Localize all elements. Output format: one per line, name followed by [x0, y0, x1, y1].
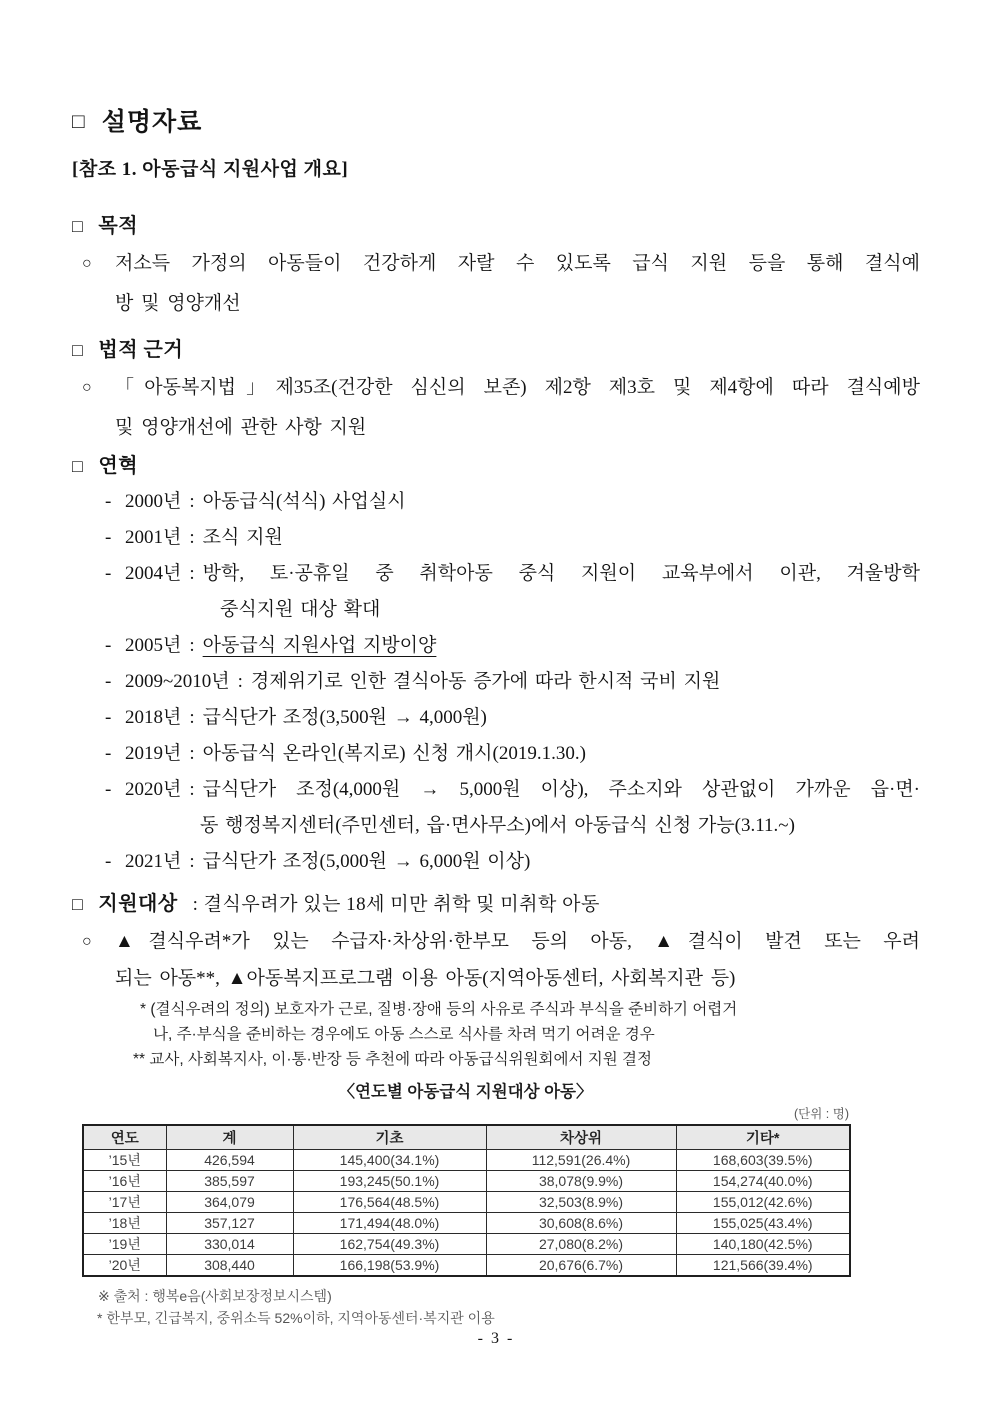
- history-item-label: 2005년: [125, 635, 182, 656]
- doc-reference: [참조 1. 아동급식 지원사업 개요]: [72, 159, 349, 180]
- table-cell: ’15년: [83, 1150, 166, 1171]
- doc-title-row: [72, 104, 920, 140]
- target-footnotes: [72, 997, 920, 1072]
- legal-bullet: [82, 368, 920, 448]
- history-item: [72, 700, 920, 736]
- history-heading-row: [72, 448, 920, 484]
- table-cell: 166,198(53.9%): [293, 1255, 486, 1277]
- history-item: [72, 556, 920, 592]
- square-marker-icon: □: [72, 110, 86, 133]
- history-item-label: 2021년: [125, 851, 182, 872]
- table-cell: 20,676(6.7%): [486, 1255, 676, 1277]
- table-cell: 308,440: [166, 1255, 293, 1277]
- history-item-separator: :: [189, 707, 195, 728]
- history-item-separator: :: [189, 635, 195, 656]
- table-row: [83, 1213, 850, 1234]
- table-cell: 155,012(42.6%): [676, 1192, 850, 1213]
- section-support-target: [72, 886, 920, 1072]
- history-item-label: 2001년: [125, 527, 182, 548]
- page-number: - 3 -: [477, 1330, 515, 1347]
- purpose-bullet: [82, 244, 920, 324]
- support-table-title: 〈연도별 아동급식 지원대상 아동〉: [338, 1083, 593, 1101]
- table-cell: 162,754(49.3%): [293, 1234, 486, 1255]
- table-cell: ’16년: [83, 1171, 166, 1192]
- history-item-separator: :: [237, 671, 243, 692]
- table-cell: 140,180(42.5%): [676, 1234, 850, 1255]
- square-marker-icon: □: [72, 216, 84, 236]
- table-row: [83, 1150, 850, 1171]
- col-header-other: 기타*: [676, 1125, 850, 1150]
- history-item: [72, 520, 920, 556]
- section-legal-basis: [72, 332, 920, 448]
- legal-heading-row: [72, 332, 920, 368]
- paragraph-line: 「아동복지법」제35조(건강한 심신의 보존) 제2항 제3호 및 제4항에 따라 결식예방: [115, 377, 920, 398]
- history-heading: 연혁: [98, 455, 139, 477]
- table-cell: 154,274(40.0%): [676, 1171, 850, 1192]
- history-item-continuation: 중식지원 대상 확대: [220, 599, 381, 620]
- table-cell: 364,079: [166, 1192, 293, 1213]
- table-cell: 176,564(48.5%): [293, 1192, 486, 1213]
- history-item-text: 조식 지원: [202, 527, 283, 548]
- table-cell: ’18년: [83, 1213, 166, 1234]
- col-header-near-poor: 차상위: [486, 1125, 676, 1150]
- purpose-heading: 목적: [98, 215, 139, 237]
- table-cell: 38,078(9.9%): [486, 1171, 676, 1192]
- history-item-separator: :: [189, 527, 195, 548]
- square-marker-icon: □: [72, 894, 84, 914]
- legal-paragraph: [115, 368, 920, 448]
- table-header-row: [83, 1125, 850, 1150]
- history-item-text: 급식단가 조정(5,000원 → 6,000원 이상): [202, 851, 531, 872]
- square-marker-icon: □: [72, 456, 84, 476]
- history-item-text: 아동급식 온라인(복지로) 신청 개시(2019.1.30.): [202, 743, 586, 764]
- table-cell: 121,566(39.4%): [676, 1255, 850, 1277]
- dash-marker: -: [105, 563, 112, 584]
- history-item-text: 급식단가 조정(4,000원 → 5,000원 이상), 주소지와 상관없이 가까운 읍·면·: [202, 779, 920, 800]
- footnote-recommendation: ** 교사, 사회복지사, 이·통·반장 등 추천에 따라 아동급식위원회에서 지원 결정: [133, 1051, 652, 1068]
- col-header-total: 계: [166, 1125, 293, 1150]
- history-item-separator: :: [189, 743, 195, 764]
- section-purpose: [72, 208, 920, 324]
- dash-marker: -: [105, 527, 112, 548]
- target-heading: 지원대상: [98, 893, 178, 915]
- dash-marker: -: [105, 743, 112, 764]
- history-item-label: 2000년: [125, 491, 182, 512]
- history-item-label: 2020년: [125, 779, 182, 800]
- history-item-text: 방학, 토·공휴일 중 취학아동 중식 지원이 교육부에서 이관, 겨울방학: [202, 563, 920, 584]
- paragraph-line: 되는 아동**, ▲아동복지프로그램 이용 아동(지역아동센터, 사회복지관 등): [115, 968, 736, 989]
- dash-marker: -: [105, 491, 112, 512]
- doc-title: 설명자료: [101, 108, 203, 136]
- footnote-line: 나, 주·부식을 준비하는 경우에도 아동 스스로 식사를 차려 먹기 어려운 경우: [153, 1026, 655, 1043]
- table-cell: 357,127: [166, 1213, 293, 1234]
- table-cell: ’17년: [83, 1192, 166, 1213]
- history-item-label: 2004년: [125, 563, 182, 584]
- table-cell: 145,400(34.1%): [293, 1150, 486, 1171]
- dash-marker: -: [105, 707, 112, 728]
- history-item: [72, 664, 920, 700]
- history-item-continuation: 동 행정복지센터(주민센터, 읍·면사무소)에서 아동급식 신청 가능(3.11.~): [200, 815, 795, 836]
- col-header-year: 연도: [83, 1125, 166, 1150]
- history-item-text-underlined: 아동급식 지원사업 지방이양: [202, 635, 437, 656]
- table-cell: ’19년: [83, 1234, 166, 1255]
- table-cell: 112,591(26.4%): [486, 1150, 676, 1171]
- history-item-separator: :: [189, 563, 195, 584]
- dash-marker: -: [105, 635, 112, 656]
- square-marker-icon: □: [72, 340, 84, 360]
- history-item: [72, 844, 920, 880]
- col-header-basic: 기초: [293, 1125, 486, 1150]
- table-cell: 193,245(50.1%): [293, 1171, 486, 1192]
- target-heading-row: [72, 886, 920, 923]
- history-item-text: 경제위기로 인한 결식아동 증가에 따라 한시적 국비 지원: [250, 671, 721, 692]
- circle-marker-icon: ○: [82, 379, 92, 396]
- table-cell: 155,025(43.4%): [676, 1213, 850, 1234]
- history-item: [72, 772, 920, 808]
- history-item: [72, 628, 920, 664]
- history-list: [72, 484, 920, 880]
- table-cell: 30,608(8.6%): [486, 1213, 676, 1234]
- table-cell: 171,494(48.0%): [293, 1213, 486, 1234]
- paragraph-line: ▲결식우려*가 있는 수급자·차상위·한부모 등의 아동, ▲결식이 발견 또는 우려: [115, 931, 920, 952]
- legal-heading: 법적 근거: [98, 339, 184, 361]
- history-item-separator: :: [189, 779, 195, 800]
- history-item-separator: :: [189, 851, 195, 872]
- purpose-heading-row: [72, 208, 920, 244]
- section-history: [72, 448, 920, 880]
- unit-label: (단위 : 명): [794, 1107, 849, 1121]
- history-item-separator: :: [189, 491, 195, 512]
- table-row: [83, 1255, 850, 1277]
- target-heading-rest: : 결식우려가 있는 18세 미만 취학 및 미취학 아동: [192, 894, 600, 915]
- table-cell: 330,014: [166, 1234, 293, 1255]
- history-item-label: 2019년: [125, 743, 182, 764]
- table-cell: 385,597: [166, 1171, 293, 1192]
- dash-marker: -: [105, 671, 112, 692]
- circle-marker-icon: ○: [82, 255, 92, 272]
- table-cell: 27,080(8.2%): [486, 1234, 676, 1255]
- history-item-text: 급식단가 조정(3,500원 → 4,000원): [202, 707, 487, 728]
- table-row: [83, 1171, 850, 1192]
- history-item: [72, 736, 920, 772]
- dash-marker: -: [105, 851, 112, 872]
- history-item: [72, 484, 920, 520]
- target-bullet: [82, 923, 920, 997]
- source-note: ※ 출처 : 행복e음(사회보장정보시스템): [98, 1288, 332, 1304]
- table-row: [83, 1234, 850, 1255]
- table-footnote: * 한부모, 긴급복지, 중위소득 52%이하, 지역아동센터·복지관 이용: [97, 1310, 495, 1326]
- circle-marker-icon: ○: [82, 933, 92, 950]
- support-table: [82, 1124, 851, 1277]
- footnote-line: * (결식우려의 정의) 보호자가 근로, 질병·장애 등의 사유로 주식과 부식을 준비하기 어렵거: [140, 1001, 738, 1018]
- table-row: [83, 1192, 850, 1213]
- target-paragraph: [115, 923, 920, 997]
- table-cell: 426,594: [166, 1150, 293, 1171]
- history-item-label: 2009~2010년: [125, 671, 230, 692]
- table-cell: ’20년: [83, 1255, 166, 1277]
- table-cell: 32,503(8.9%): [486, 1192, 676, 1213]
- paragraph-line: 방 및 영양개선: [115, 293, 241, 314]
- dash-marker: -: [105, 779, 112, 800]
- history-item-label: 2018년: [125, 707, 182, 728]
- history-item-text: 아동급식(석식) 사업실시: [202, 491, 406, 512]
- table-cell: 168,603(39.5%): [676, 1150, 850, 1171]
- purpose-paragraph: [115, 244, 920, 324]
- footnote-definition: [140, 997, 920, 1047]
- paragraph-line: 저소득 가정의 아동들이 건강하게 자랄 수 있도록 급식 지원 등을 통해 결식예: [115, 253, 920, 274]
- paragraph-line: 및 영양개선에 관한 사항 지원: [115, 417, 367, 438]
